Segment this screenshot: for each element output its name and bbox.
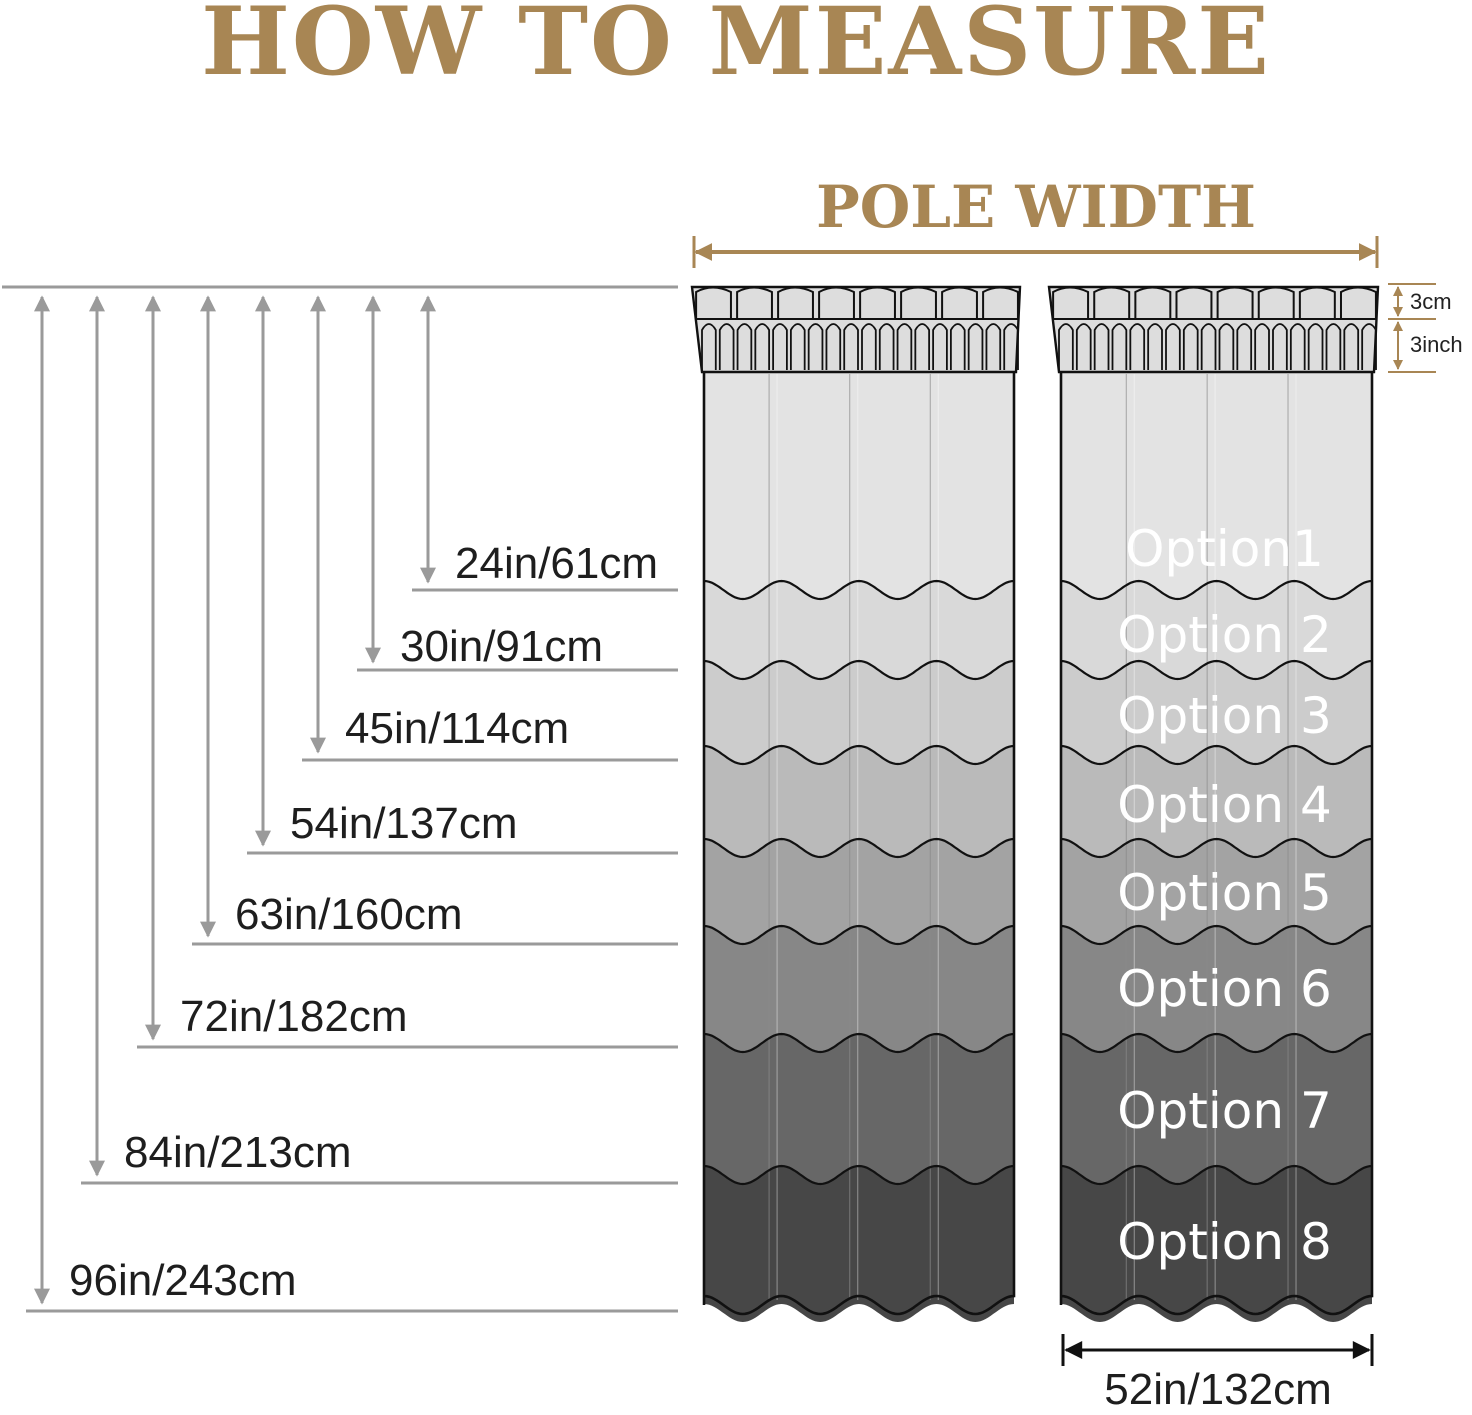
panel-1-ruffle-header: [692, 287, 1020, 372]
option-label-6: Option 6: [1117, 960, 1332, 1018]
length-label-4: 54in/137cm: [290, 799, 518, 848]
length-label-1: 24in/61cm: [455, 539, 659, 588]
option-label-1: Option1: [1125, 520, 1324, 578]
option-label-2: Option 2: [1117, 606, 1332, 664]
length-label-3: 45in/114cm: [345, 704, 570, 753]
pole-width-label: POLE WIDTH: [816, 173, 1256, 241]
header-bottom-label: 3inch: [1410, 332, 1463, 357]
panel-1-header-body: [692, 287, 1020, 372]
length-label-5: 63in/160cm: [235, 890, 463, 939]
option-label-5: Option 5: [1117, 864, 1332, 922]
option-label-3: Option 3: [1117, 687, 1332, 745]
option-label-8: Option 8: [1117, 1213, 1332, 1271]
curtain-panel-1: [692, 287, 1020, 1322]
length-label-2: 30in/91cm: [400, 622, 604, 671]
length-label-7: 84in/213cm: [124, 1128, 352, 1177]
length-label-8: 96in/243cm: [69, 1256, 297, 1305]
panel-1-tier-1: [704, 372, 1014, 599]
panel-2-header-body: [1049, 287, 1378, 372]
panel-width-label: 52in/132cm: [1104, 1365, 1332, 1410]
option-label-7: Option 7: [1117, 1082, 1332, 1140]
length-label-6: 72in/182cm: [180, 992, 408, 1041]
header-top-label: 3cm: [1410, 289, 1452, 314]
panel-1-tier-8: [704, 1166, 1014, 1322]
option-label-4: Option 4: [1117, 776, 1332, 834]
page-title: HOW TO MEASURE: [201, 0, 1271, 97]
panel-2-ruffle-header: [1049, 287, 1378, 372]
